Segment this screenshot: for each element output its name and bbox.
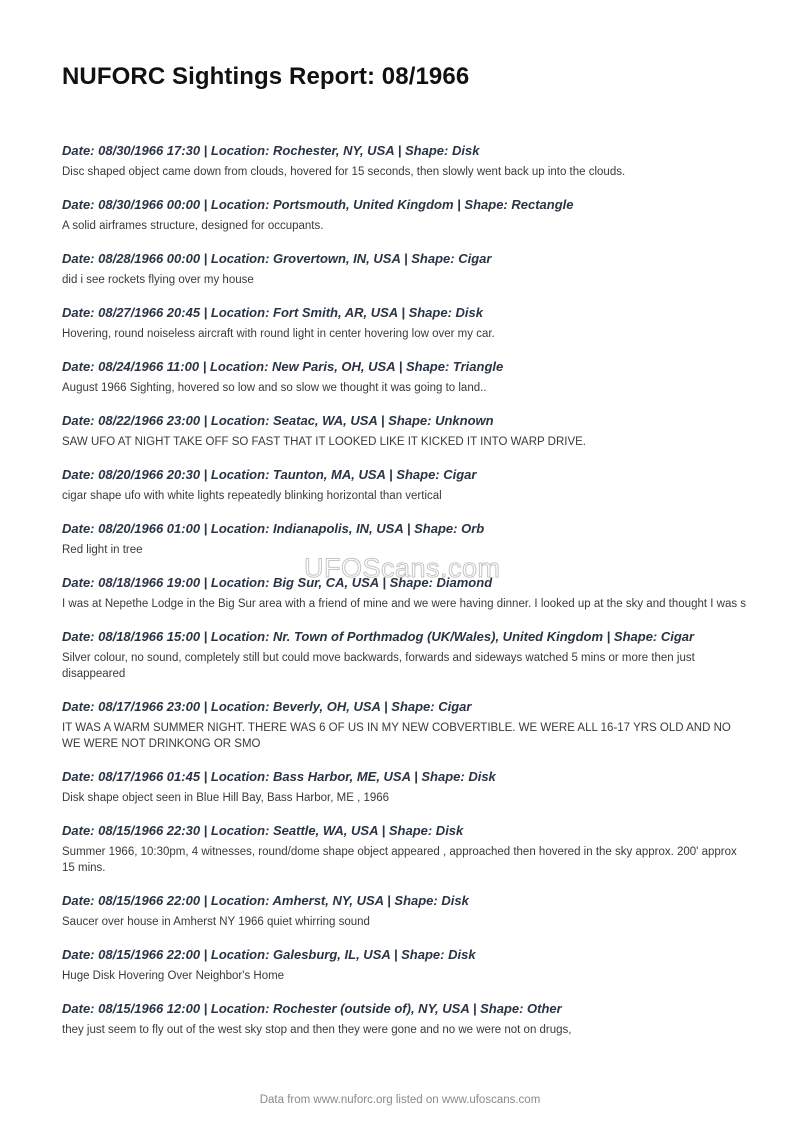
list-item [62, 197, 752, 234]
page-title: NUFORC Sightings Report: 08/1966 [62, 63, 470, 90]
list-item [62, 521, 752, 558]
sighting-description: did i see rockets flying over my house [62, 274, 254, 286]
sighting-header: Date: 08/15/1966 22:00 | Location: Galesburg, IL, USA | Shape: Disk [62, 947, 476, 962]
list-item [62, 947, 752, 984]
sighting-header: Date: 08/15/1966 22:30 | Location: Seattle, WA, USA | Shape: Disk [62, 823, 464, 838]
sighting-description: I was at Nepethe Lodge in the Big Sur area with a friend of mine and we were having dinner. I looked up at the sky and thought I was s [62, 598, 747, 610]
sighting-header: Date: 08/22/1966 23:00 | Location: Seatac, WA, USA | Shape: Unknown [62, 413, 494, 428]
list-item [62, 467, 752, 504]
sighting-header: Date: 08/17/1966 23:00 | Location: Beverly, OH, USA | Shape: Cigar [62, 699, 472, 714]
sighting-header: Date: 08/20/1966 20:30 | Location: Taunton, MA, USA | Shape: Cigar [62, 467, 477, 482]
list-item [62, 305, 752, 342]
sighting-header: Date: 08/30/1966 17:30 | Location: Rochester, NY, USA | Shape: Disk [62, 143, 480, 158]
list-item [62, 769, 752, 806]
sighting-description: cigar shape ufo with white lights repeatedly blinking horizontal than vertical [62, 490, 442, 502]
list-item [62, 251, 752, 288]
sighting-description: Red light in tree [62, 544, 143, 556]
sighting-description: A solid airframes structure, designed for occupants. [62, 220, 324, 232]
sighting-header: Date: 08/18/1966 19:00 | Location: Big Sur, CA, USA | Shape: Diamond [62, 575, 493, 590]
list-item [62, 823, 752, 876]
sighting-header: Date: 08/20/1966 01:00 | Location: Indianapolis, IN, USA | Shape: Orb [62, 521, 485, 536]
sighting-header: Date: 08/15/1966 12:00 | Location: Rochester (outside of), NY, USA | Shape: Other [62, 1001, 562, 1016]
sighting-description: August 1966 Sighting, hovered so low and so slow we thought it was going to land.. [62, 382, 487, 394]
sighting-description: Huge Disk Hovering Over Neighbor's Home [62, 970, 285, 982]
list-item [62, 893, 752, 930]
sighting-description: Saucer over house in Amherst NY 1966 quiet whirring sound [62, 916, 370, 928]
sighting-description: they just seem to fly out of the west sky stop and then they were gone and no we were not on drugs, [62, 1024, 572, 1036]
list-item [62, 629, 752, 682]
sighting-description: Disc shaped object came down from clouds, hovered for 15 seconds, then slowly went back up into the clouds. [62, 166, 626, 178]
sighting-description: Hovering, round noiseless aircraft with round light in center hovering low over my car. [62, 328, 495, 340]
list-item [62, 1001, 752, 1038]
sighting-header: Date: 08/28/1966 00:00 | Location: Grovertown, IN, USA | Shape: Cigar [62, 251, 492, 266]
sighting-description: Disk shape object seen in Blue Hill Bay, Bass Harbor, ME , 1966 [62, 792, 390, 804]
sighting-description: IT WAS A WARM SUMMER NIGHT. THERE WAS 6 OF US IN MY NEW COBVERTIBLE. WE WERE ALL 16-17 YRS OLD AND NO WE WERE NOT DRINKONG OR SMO [62, 722, 731, 750]
watermark: UFOScans.com [304, 553, 501, 583]
list-item [62, 699, 752, 752]
footer-source-note: Data from www.nuforc.org listed on www.ufoscans.com [259, 1094, 541, 1106]
sighting-description: Summer 1966, 10:30pm, 4 witnesses, round/dome shape object appeared , approached then hovered in the sky approx. 200' approx 15 mins. [62, 846, 737, 874]
sighting-header: Date: 08/24/1966 11:00 | Location: New Paris, OH, USA | Shape: Triangle [62, 359, 504, 374]
sighting-header: Date: 08/30/1966 00:00 | Location: Portsmouth, United Kingdom | Shape: Rectangle [62, 197, 574, 212]
sighting-description: SAW UFO AT NIGHT TAKE OFF SO FAST THAT IT LOOKED LIKE IT KICKED IT INTO WARP DRIVE. [62, 436, 586, 448]
list-item [62, 359, 752, 396]
list-item [62, 143, 752, 180]
sightings-list [62, 143, 752, 1055]
sighting-header: Date: 08/17/1966 01:45 | Location: Bass Harbor, ME, USA | Shape: Disk [62, 769, 496, 784]
sighting-header: Date: 08/27/1966 20:45 | Location: Fort Smith, AR, USA | Shape: Disk [62, 305, 483, 320]
sighting-description: Silver colour, no sound, completely still but could move backwards, forwards and sideways watched 5 mins or more then just disappeared [62, 652, 695, 680]
list-item [62, 413, 752, 450]
sighting-header: Date: 08/18/1966 15:00 | Location: Nr. Town of Porthmadog (UK/Wales), United Kingdom | Shape: Cigar [62, 629, 695, 644]
sighting-header: Date: 08/15/1966 22:00 | Location: Amherst, NY, USA | Shape: Disk [62, 893, 469, 908]
list-item [62, 575, 752, 612]
